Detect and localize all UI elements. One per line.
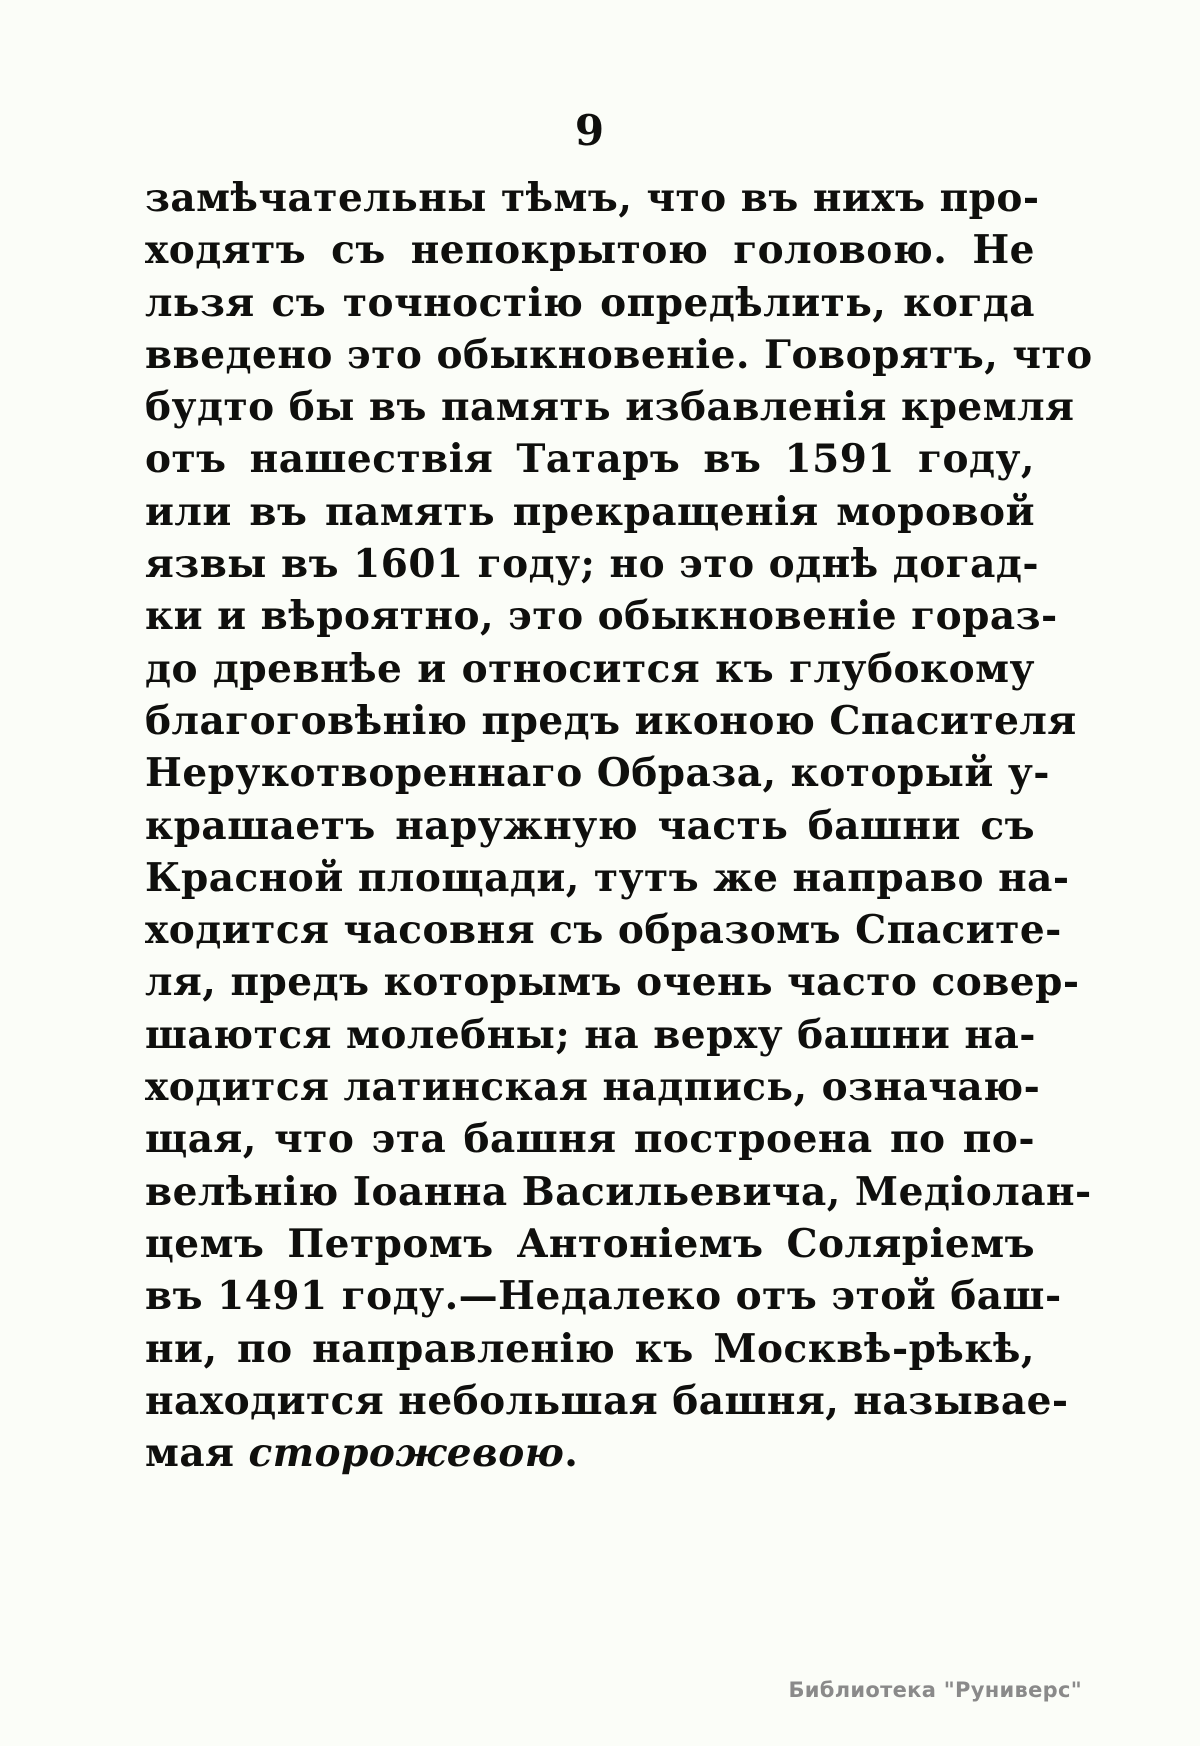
text-line: находится небольшая башня, называе-	[145, 1377, 1069, 1424]
body-text	[145, 172, 1093, 1479]
text-line: льзя съ точностію опредѣлить, когда	[145, 279, 1035, 326]
last-line-suffix: .	[564, 1430, 579, 1477]
text-line: крашаетъ наружную часть башни съ	[145, 802, 1035, 849]
last-line-italic-word: сторожевою	[248, 1430, 565, 1477]
text-line: отъ нашествія Татаръ въ 1591 году,	[145, 436, 1035, 483]
text-line: щая, что эта башня построена по по-	[145, 1116, 1035, 1163]
library-watermark: Библиотека "Руниверс"	[788, 1678, 1082, 1702]
text-line: ходится часовня съ образомъ Спасите-	[145, 907, 1062, 954]
text-line: замѣчательны тѣмъ, что въ нихъ про-	[145, 175, 1040, 221]
text-line: велѣнію Іоанна Васильевича, Медіолан-	[145, 1168, 1092, 1215]
page-number: 9	[574, 106, 606, 155]
text-line: ни, по направленію къ Москвѣ-рѣкѣ,	[145, 1325, 1035, 1372]
text-line: ля, предъ которымъ очень часто совер-	[145, 959, 1080, 1006]
text-line: или въ память прекращенія моровой	[145, 488, 1035, 535]
text-line: благоговѣнію предъ иконою Спасителя	[145, 697, 1077, 744]
text-line: шаются молебны; на верху башни на-	[145, 1011, 1036, 1058]
text-line: будто бы въ память избавленія кремля	[145, 384, 1075, 431]
text-line: язвы въ 1601 году; но это однѣ догад-	[145, 541, 1040, 588]
text-line-last	[145, 1427, 1035, 1479]
text-line: введено это обыкновеніе. Говорятъ, что	[145, 331, 1093, 378]
text-line: ки и вѣроятно, это обыкновеніе гораз-	[145, 593, 1058, 640]
text-line: ходятъ съ непокрытою головою. Не	[145, 227, 1035, 274]
text-line: Нерукотвореннаго Образа, который у-	[145, 750, 1050, 797]
text-line: ходится латинская надпись, означаю-	[145, 1064, 1041, 1111]
text-line: Красной площади, тутъ же направо на-	[145, 854, 1070, 901]
last-line-prefix: мая	[145, 1430, 249, 1477]
text-line: до древнѣе и относится къ глубокому	[145, 645, 1035, 692]
text-line: въ 1491 году.—Недалеко отъ этой баш-	[145, 1273, 1062, 1320]
text-line: цемъ Петромъ Антоніемъ Соляріемъ	[145, 1220, 1035, 1267]
